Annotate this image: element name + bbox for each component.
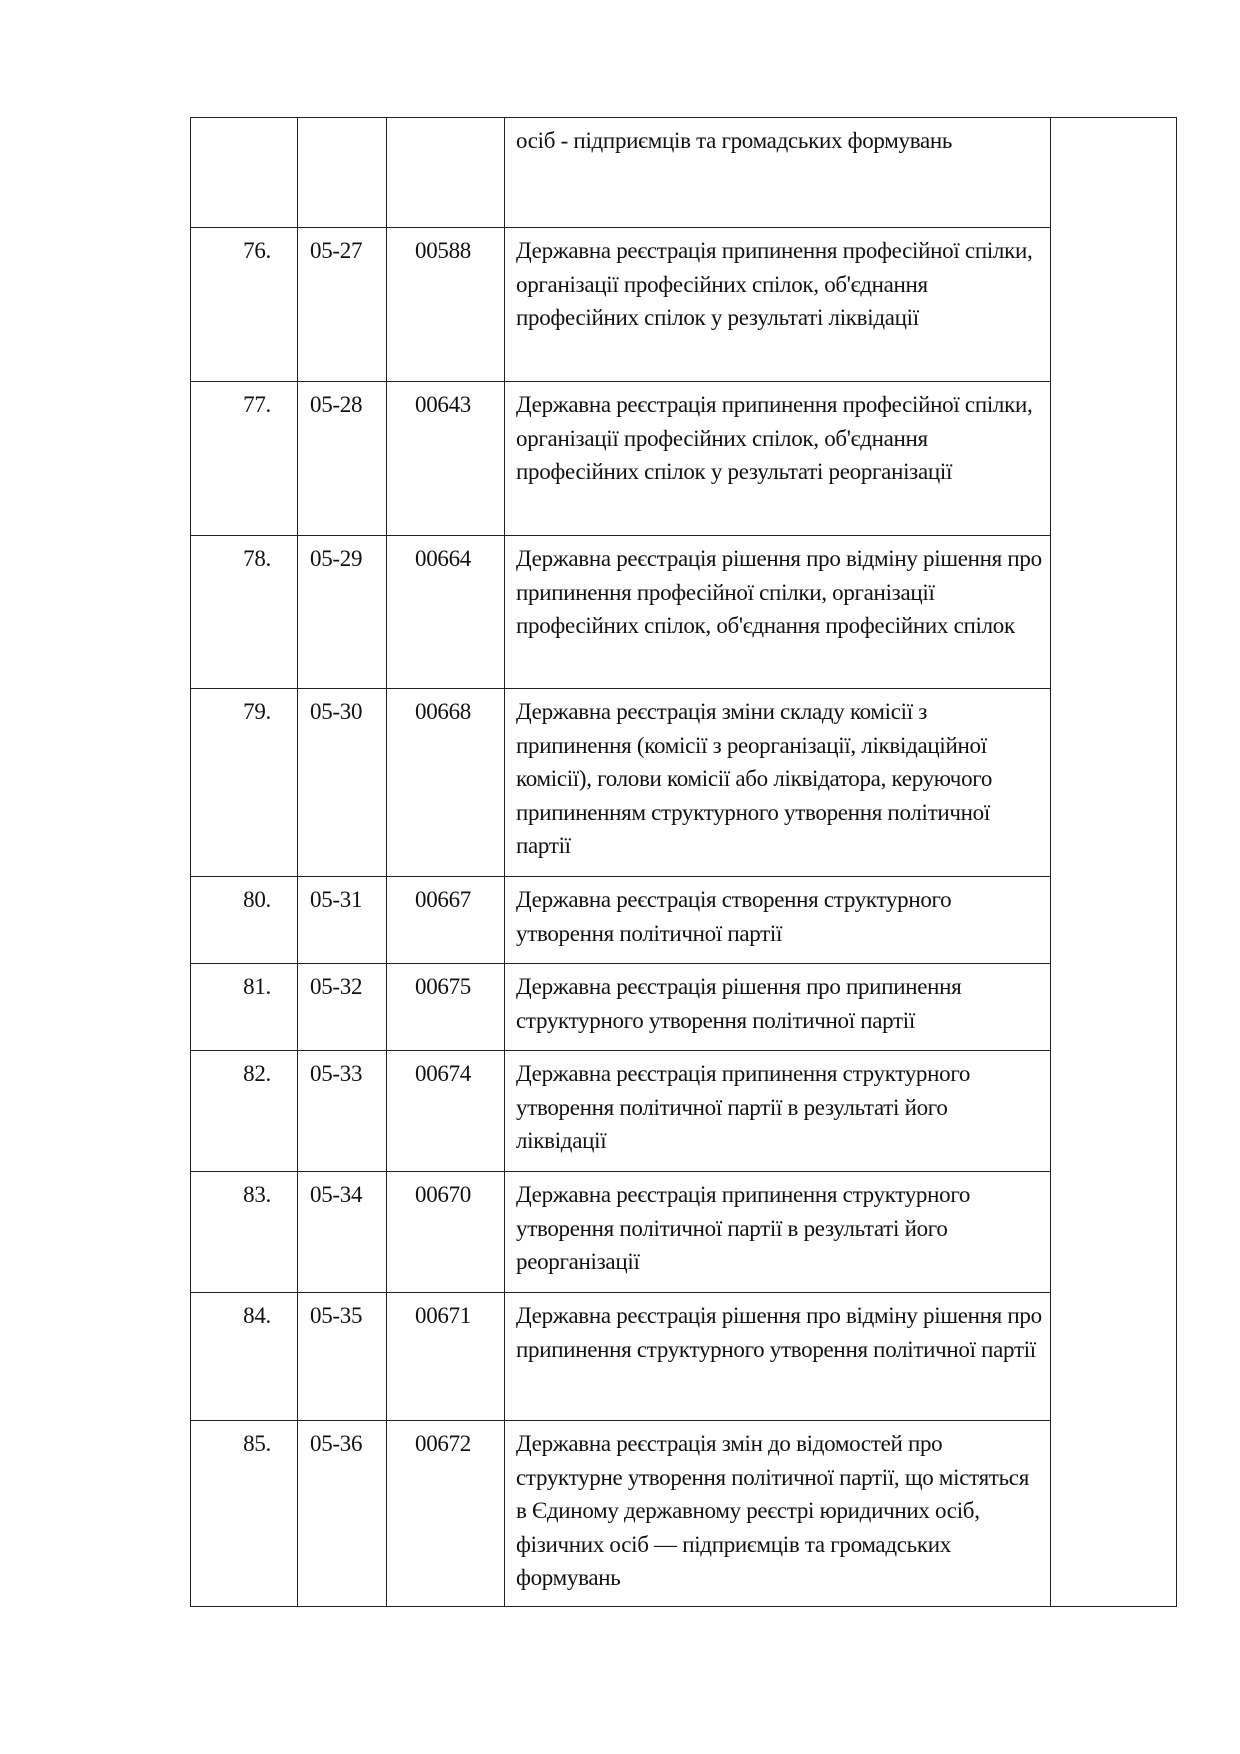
row-id: 00643 [387, 382, 505, 536]
row-number: 77. [191, 382, 298, 536]
table-row [191, 118, 1177, 228]
row-description: Державна реєстрація припинення структурного утворення політичної партії в результаті його ліквідації [505, 1051, 1051, 1172]
table-row [191, 964, 1177, 1051]
row-code [298, 118, 387, 228]
row-description: Державна реєстрація зміни складу комісії з припинення (комісії з реорганізації, ліквідаційної комісії), голови комісії або ліквідатора, керуючого припиненням структурного утворення політичної партії [505, 689, 1051, 877]
row-code: 05-33 [298, 1051, 387, 1172]
row-number: 76. [191, 228, 298, 382]
row-description: Державна реєстрація змін до відомостей про структурне утворення політичної партії, що містяться в Єдиному державному реєстрі юридичних осіб, фізичних осіб — підприємців та громадських формувань [505, 1421, 1051, 1607]
table-row [191, 1293, 1177, 1421]
row-number [191, 118, 298, 228]
row-number: 78. [191, 536, 298, 689]
row-code: 05-31 [298, 877, 387, 964]
row-id: 00675 [387, 964, 505, 1051]
row-code: 05-27 [298, 228, 387, 382]
row-code: 05-30 [298, 689, 387, 877]
table-row [191, 1421, 1177, 1607]
row-code: 05-32 [298, 964, 387, 1051]
table-row [191, 689, 1177, 877]
row-description: Державна реєстрація створення структурного утворення політичної партії [505, 877, 1051, 964]
row-code: 05-34 [298, 1172, 387, 1293]
row-description: Державна реєстрація рішення про відміну рішення про припинення професійної спілки, організації професійних спілок, об'єднання професійних спілок [505, 536, 1051, 689]
row-id: 00667 [387, 877, 505, 964]
row-code: 05-35 [298, 1293, 387, 1421]
row-description: осіб - підприємців та громадських формувань [505, 118, 1051, 228]
row-id: 00588 [387, 228, 505, 382]
table-row [191, 382, 1177, 536]
services-table [190, 117, 1177, 1607]
row-code: 05-28 [298, 382, 387, 536]
table-row [191, 1051, 1177, 1172]
row-id: 00668 [387, 689, 505, 877]
row-code: 05-29 [298, 536, 387, 689]
row-number: 79. [191, 689, 298, 877]
row-id [387, 118, 505, 228]
table-row [191, 877, 1177, 964]
row-id: 00670 [387, 1172, 505, 1293]
row-number: 83. [191, 1172, 298, 1293]
row-number: 82. [191, 1051, 298, 1172]
table-row [191, 1172, 1177, 1293]
row-description: Державна реєстрація рішення про припинення структурного утворення політичної партії [505, 964, 1051, 1051]
row-id: 00671 [387, 1293, 505, 1421]
row-description: Державна реєстрація припинення структурного утворення політичної партії в результаті його реорганізації [505, 1172, 1051, 1293]
row-number: 80. [191, 877, 298, 964]
row-description: Державна реєстрація рішення про відміну рішення про припинення структурного утворення політичної партії [505, 1293, 1051, 1421]
row-number: 84. [191, 1293, 298, 1421]
row-number: 85. [191, 1421, 298, 1607]
row-description: Державна реєстрація припинення професійної спілки, організації професійних спілок, об'єднання професійних спілок у результаті ліквідації [505, 228, 1051, 382]
notes-column [1051, 118, 1177, 1607]
table-row [191, 228, 1177, 382]
row-id: 00664 [387, 536, 505, 689]
row-code: 05-36 [298, 1421, 387, 1607]
row-description: Державна реєстрація припинення професійної спілки, організації професійних спілок, об'єднання професійних спілок у результаті реорганізації [505, 382, 1051, 536]
row-id: 00672 [387, 1421, 505, 1607]
table-row [191, 536, 1177, 689]
row-id: 00674 [387, 1051, 505, 1172]
row-number: 81. [191, 964, 298, 1051]
